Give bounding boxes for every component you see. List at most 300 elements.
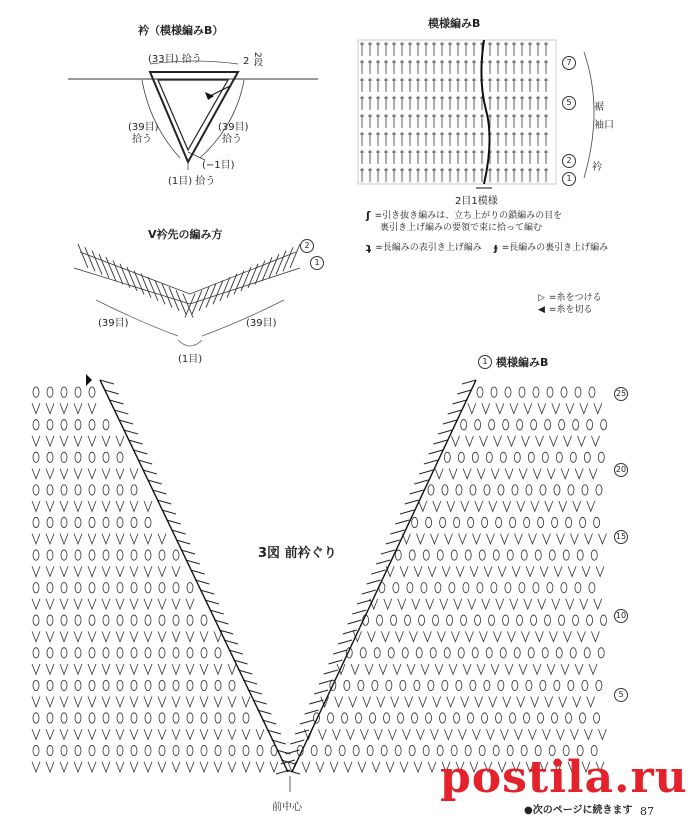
fan-stitch — [131, 680, 137, 690]
pattern-b-label-hem: 裾 — [594, 102, 604, 113]
v-stitch — [500, 534, 508, 544]
fan-stitch — [47, 615, 53, 625]
fan-stitch — [486, 648, 492, 658]
v-stitch — [510, 599, 518, 609]
fan-stitch — [33, 583, 39, 593]
fan-stitch — [243, 745, 249, 755]
v-stitch — [598, 729, 606, 739]
fan-stitch — [187, 615, 193, 625]
fan-stitch — [514, 452, 520, 462]
fan-stitch — [145, 713, 151, 723]
v-stitch — [88, 566, 96, 576]
fan-stitch — [598, 648, 604, 658]
v-stitch — [589, 664, 597, 674]
v-stitch — [517, 501, 525, 511]
fan-stitch — [575, 583, 581, 593]
fan-stitch — [477, 583, 483, 593]
v-stitch — [200, 664, 208, 674]
v-stitch — [498, 566, 506, 576]
fan-stitch — [575, 387, 581, 397]
v-stitch — [489, 501, 497, 511]
fan-stitch — [587, 615, 593, 625]
pattern-b-label-cuff: 袖口 — [594, 120, 614, 131]
v-stitch — [596, 566, 604, 576]
v-stitch — [535, 436, 543, 446]
v-stitch — [242, 697, 250, 707]
v-stitch — [32, 762, 40, 772]
cut-marker — [86, 374, 92, 386]
fan-stitch — [131, 648, 137, 658]
v-stitch — [514, 534, 522, 544]
fan-stitch — [505, 583, 511, 593]
v-stitch — [526, 566, 534, 576]
v-stitch — [514, 729, 522, 739]
v-stitch — [500, 729, 508, 739]
fan-stitch — [103, 745, 109, 755]
v-stitch — [228, 697, 236, 707]
v-stitch — [575, 468, 583, 478]
v-stitch — [74, 403, 82, 413]
fan-stitch — [402, 648, 408, 658]
fig3-row-15: 15 — [614, 524, 628, 544]
fan-stitch — [75, 517, 81, 527]
v-stitch — [116, 599, 124, 609]
fan-stitch — [75, 680, 81, 690]
v-stitch — [475, 501, 483, 511]
v-stitch — [400, 762, 408, 772]
v-stitch — [519, 664, 527, 674]
fan-stitch — [117, 745, 123, 755]
fan-stitch — [510, 517, 516, 527]
fan-stitch — [47, 648, 53, 658]
v-stitch — [451, 436, 459, 446]
collar-minus-one: (−1目) — [202, 160, 235, 171]
v-stitch — [510, 403, 518, 413]
fan-stitch — [311, 745, 317, 755]
v-stitch — [587, 697, 595, 707]
fan-stitch — [596, 680, 602, 690]
fan-stitch — [486, 452, 492, 462]
v-stitch — [88, 436, 96, 446]
v-stitch — [158, 566, 166, 576]
fan-stitch — [444, 452, 450, 462]
fan-stitch — [33, 387, 39, 397]
fan-stitch — [584, 452, 590, 462]
v-stitch — [130, 697, 138, 707]
v-stitch — [540, 566, 548, 576]
fan-stitch — [103, 517, 109, 527]
fan-stitch — [344, 680, 350, 690]
fan-stitch — [117, 583, 123, 593]
collar-band-stitch — [314, 690, 328, 694]
fan-stitch — [173, 583, 179, 593]
collar-band-stitch — [362, 590, 376, 594]
v-stitch — [130, 762, 138, 772]
v-stitch — [570, 729, 578, 739]
collar-band-stitch — [438, 430, 452, 434]
fan-stitch — [103, 485, 109, 495]
fan-stitch — [145, 745, 151, 755]
fan-stitch — [493, 550, 499, 560]
v-stitch — [32, 697, 40, 707]
v-stitch — [158, 534, 166, 544]
fan-stitch — [524, 517, 530, 527]
v-stitch — [32, 403, 40, 413]
v-stitch — [491, 664, 499, 674]
v-stitch — [545, 697, 553, 707]
fan-stitch — [61, 615, 67, 625]
v-stitch — [449, 664, 457, 674]
v-stitch — [74, 631, 82, 641]
slip-stitch-icon: ʃ — [366, 209, 371, 222]
fan-stitch — [47, 452, 53, 462]
v-stitch — [547, 664, 555, 674]
fan-stitch — [426, 713, 432, 723]
fan-stitch — [472, 648, 478, 658]
v-stitch — [88, 501, 96, 511]
back-post-icon: ɟ — [493, 241, 498, 254]
fan-stitch — [549, 550, 555, 560]
v-stitch — [116, 762, 124, 772]
collar-band-stitch — [371, 570, 385, 574]
v-stitch — [405, 697, 413, 707]
collar-band-stitch — [343, 630, 357, 634]
v-stitch — [102, 762, 110, 772]
fan-stitch — [465, 550, 471, 560]
row-marker-1: 1 — [562, 166, 576, 186]
v-stitch — [559, 697, 567, 707]
fan-stitch — [89, 387, 95, 397]
v-stitch — [379, 664, 387, 674]
collar-rows-label: 2段 — [252, 52, 262, 67]
v-stitch — [32, 534, 40, 544]
fan-stitch — [580, 517, 586, 527]
fan-stitch — [370, 713, 376, 723]
fan-stitch — [145, 615, 151, 625]
fan-stitch — [526, 485, 532, 495]
v-stitch — [461, 501, 469, 511]
v-stitch — [433, 501, 441, 511]
fan-stitch — [33, 615, 39, 625]
v-stitch — [200, 729, 208, 739]
fan-stitch — [409, 745, 415, 755]
fan-stitch — [103, 452, 109, 462]
fig3-row-20: 20 — [614, 457, 628, 477]
collar-band-stitch — [333, 650, 347, 654]
v-stitch — [414, 566, 422, 576]
fan-stitch — [598, 452, 604, 462]
v-stitch — [542, 729, 550, 739]
v-stitch — [589, 468, 597, 478]
fan-stitch — [524, 713, 530, 723]
v-stitch — [74, 729, 82, 739]
v-stitch — [547, 468, 555, 478]
fan-stitch — [328, 713, 334, 723]
vneck-row-2: 2 — [300, 233, 314, 253]
fan-stitch — [89, 550, 95, 560]
fan-stitch — [47, 583, 53, 593]
v-stitch — [419, 501, 427, 511]
fan-stitch — [61, 680, 67, 690]
collar-band-stitch — [381, 550, 395, 554]
v-stitch — [521, 436, 529, 446]
v-stitch — [186, 631, 194, 641]
fan-stitch — [458, 452, 464, 462]
v-stitch — [426, 599, 434, 609]
fan-stitch — [75, 648, 81, 658]
fan-stitch — [229, 745, 235, 755]
fan-stitch — [159, 745, 165, 755]
fan-stitch — [517, 420, 523, 430]
v-stitch — [116, 436, 124, 446]
fan-stitch — [566, 517, 572, 527]
figure3-title: 3図 前衿ぐり — [258, 546, 337, 561]
v-stitch — [444, 729, 452, 739]
v-stitch — [444, 534, 452, 544]
collar-band-stitch — [324, 670, 338, 674]
fan-stitch — [442, 485, 448, 495]
fan-stitch — [159, 648, 165, 658]
fan-stitch — [430, 648, 436, 658]
legend-slip-stitch: ʃ =引き抜き編みは、立ち上がりの鎖編みの目を — [366, 209, 563, 222]
fan-stitch — [444, 648, 450, 658]
fan-stitch — [145, 648, 151, 658]
fan-stitch — [519, 387, 525, 397]
fan-stitch — [533, 583, 539, 593]
v-stitch — [316, 762, 324, 772]
fan-stitch — [33, 517, 39, 527]
v-stitch — [507, 436, 515, 446]
fan-stitch — [398, 713, 404, 723]
v-stitch — [561, 468, 569, 478]
collar-band-stitch — [295, 730, 309, 734]
v-stitch — [458, 534, 466, 544]
collar-right-count: (39目) — [218, 122, 249, 133]
fan-stitch — [47, 745, 53, 755]
fan-stitch — [545, 615, 551, 625]
v-stitch — [74, 599, 82, 609]
vneck-row-1: 1 — [310, 250, 324, 270]
v-stitch — [398, 599, 406, 609]
v-stitch — [344, 762, 352, 772]
v-stitch — [74, 762, 82, 772]
attach-icon: ▷ — [538, 293, 545, 303]
v-stitch — [256, 762, 264, 772]
v-stitch — [200, 631, 208, 641]
vneck-center-count: (1目) — [178, 354, 203, 365]
v-stitch — [172, 697, 180, 707]
fan-stitch — [377, 615, 383, 625]
v-stitch — [172, 566, 180, 576]
fan-stitch — [243, 713, 249, 723]
fan-stitch — [61, 583, 67, 593]
v-stitch — [74, 468, 82, 478]
fan-stitch — [472, 452, 478, 462]
v-stitch — [386, 762, 394, 772]
legend-cut: ◀ =糸を切る — [538, 305, 593, 315]
v-stitch — [144, 762, 152, 772]
fan-stitch — [475, 615, 481, 625]
v-stitch — [486, 729, 494, 739]
v-stitch — [423, 631, 431, 641]
v-stitch — [32, 599, 40, 609]
fan-stitch — [552, 517, 558, 527]
row-marker-5: 5 — [562, 90, 576, 110]
v-stitch — [144, 729, 152, 739]
v-stitch — [580, 403, 588, 413]
v-stitch — [200, 762, 208, 772]
fan-stitch — [47, 680, 53, 690]
fan-stitch — [131, 615, 137, 625]
v-stitch — [573, 697, 581, 707]
fan-stitch — [47, 387, 53, 397]
v-stitch — [468, 599, 476, 609]
v-stitch — [116, 534, 124, 544]
fan-stitch — [491, 387, 497, 397]
fan-stitch — [75, 713, 81, 723]
fan-stitch — [447, 615, 453, 625]
v-stitch — [412, 599, 420, 609]
fan-stitch — [449, 583, 455, 593]
fan-stitch — [601, 615, 607, 625]
fan-stitch — [201, 615, 207, 625]
fan-stitch — [435, 583, 441, 593]
v-stitch — [393, 664, 401, 674]
fan-stitch — [229, 680, 235, 690]
fan-stitch — [507, 550, 513, 560]
fan-stitch — [33, 648, 39, 658]
v-stitch — [46, 566, 54, 576]
v-stitch — [214, 697, 222, 707]
fan-stitch — [503, 615, 509, 625]
v-stitch — [60, 697, 68, 707]
fan-stitch — [173, 615, 179, 625]
v-stitch — [102, 566, 110, 576]
v-stitch — [102, 599, 110, 609]
page-number: 87 — [640, 805, 654, 818]
v-stitch — [60, 762, 68, 772]
v-stitch — [577, 436, 585, 446]
fan-stitch — [470, 485, 476, 495]
fan-stitch — [538, 517, 544, 527]
v-stitch — [493, 631, 501, 641]
v-stitch — [477, 664, 485, 674]
v-stitch — [575, 664, 583, 674]
v-stitch — [242, 729, 250, 739]
legend-post-stitches: ʇ =長編みの表引き上げ編み ɟ =長編みの裏引き上げ編み — [366, 241, 609, 254]
fan-stitch — [372, 680, 378, 690]
fan-stitch — [103, 615, 109, 625]
v-stitch — [60, 534, 68, 544]
fan-stitch — [33, 550, 39, 560]
fan-stitch — [482, 517, 488, 527]
v-stitch — [116, 501, 124, 511]
fan-stitch — [33, 680, 39, 690]
v-stitch — [524, 599, 532, 609]
v-stitch — [402, 729, 410, 739]
fan-stitch — [547, 387, 553, 397]
v-stitch — [228, 664, 236, 674]
v-stitch — [32, 468, 40, 478]
fan-stitch — [570, 648, 576, 658]
fan-stitch — [215, 745, 221, 755]
fan-stitch — [442, 680, 448, 690]
fan-stitch — [358, 680, 364, 690]
v-stitch — [46, 501, 54, 511]
collar-band-stitch — [405, 500, 419, 504]
collar-band-stitch — [443, 420, 457, 424]
fan-stitch — [117, 517, 123, 527]
v-stitch — [521, 631, 529, 641]
v-stitch — [584, 729, 592, 739]
v-stitch — [144, 697, 152, 707]
v-stitch — [559, 501, 567, 511]
fan-stitch — [159, 615, 165, 625]
v-stitch — [503, 501, 511, 511]
v-stitch — [377, 697, 385, 707]
collar-rows-prefix: 2 — [243, 56, 250, 67]
fan-stitch — [505, 387, 511, 397]
collar-bottom-label: (1目) 拾う — [168, 176, 216, 187]
fan-stitch — [103, 648, 109, 658]
v-stitch — [60, 599, 68, 609]
fan-stitch — [423, 550, 429, 560]
v-stitch — [360, 729, 368, 739]
v-stitch — [88, 599, 96, 609]
fan-stitch — [117, 615, 123, 625]
fan-stitch — [131, 550, 137, 560]
collar-edge-right — [292, 380, 476, 772]
fan-stitch — [187, 713, 193, 723]
fan-stitch — [384, 713, 390, 723]
v-stitch — [349, 697, 357, 707]
fan-stitch — [360, 648, 366, 658]
fan-stitch — [484, 680, 490, 690]
v-stitch — [88, 631, 96, 641]
v-stitch — [496, 403, 504, 413]
fan-stitch — [556, 452, 562, 462]
v-stitch — [186, 729, 194, 739]
v-stitch — [519, 468, 527, 478]
fan-stitch — [461, 615, 467, 625]
collar-band-stitch — [424, 460, 438, 464]
fan-stitch — [187, 745, 193, 755]
v-stitch — [358, 762, 366, 772]
v-stitch — [479, 436, 487, 446]
v-stitch — [374, 729, 382, 739]
v-stitch — [533, 468, 541, 478]
v-stitch — [144, 664, 152, 674]
v-stitch — [577, 631, 585, 641]
fan-stitch — [601, 420, 607, 430]
fan-stitch — [61, 713, 67, 723]
v-stitch — [440, 599, 448, 609]
v-stitch — [407, 664, 415, 674]
fan-stitch — [75, 615, 81, 625]
fan-stitch — [61, 387, 67, 397]
collar-band-stitch — [352, 610, 366, 614]
v-stitch — [158, 599, 166, 609]
fan-stitch — [173, 550, 179, 560]
watermark: postila.ru — [440, 752, 688, 803]
v-stitch — [594, 599, 602, 609]
fan-stitch — [454, 713, 460, 723]
v-stitch — [482, 403, 490, 413]
fan-stitch — [187, 583, 193, 593]
v-stitch — [587, 501, 595, 511]
v-stitch — [395, 631, 403, 641]
v-stitch — [60, 403, 68, 413]
